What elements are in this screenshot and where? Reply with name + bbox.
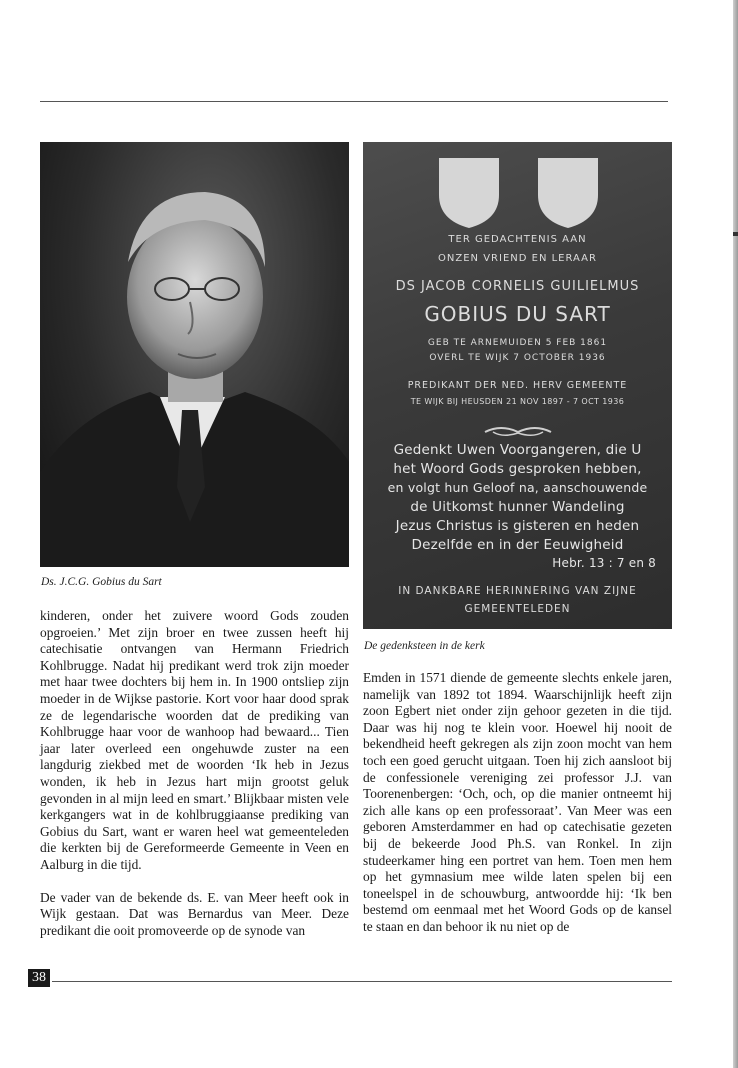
right-text-column [363,670,672,936]
laurel-ornament-icon [483,424,553,440]
plaque-line: het Woord Gods gesproken hebben, [393,461,642,477]
top-rule [40,101,668,102]
plaque-line: Dezelfde en in der Eeuwigheid [411,537,624,553]
plaque-caption: De gedenksteen in de kerk [364,640,485,652]
plaque-line: PREDIKANT DER NED. HERV GEMEENTE [407,380,628,391]
coat-of-arms-icon [363,150,672,230]
plaque-line: DS JACOB CORNELIS GUILIELMUS [395,279,640,294]
plaque-line: Gedenkt Uwen Voorgangeren, die U [393,442,642,458]
plaque-line: GEMEENTELEDEN [464,603,571,615]
plaque-line: TER GEDACHTENIS AAN [448,234,587,245]
plaque-line: GOBIUS DU SART [424,302,611,326]
plaque-line: de Uitkomst hunner Wandeling [410,499,625,515]
paragraph: De vader van de bekende ds. E. van Meer heeft ook in Wijk gestaan. Dat was Bernardus van Meer. Deze predikant die ooit promoveerde op de synode van [40,889,349,938]
paragraph: kinderen, onder het zuivere woord Gods zouden opgroeien.’ Met zijn broer en twee zussen heeft hij catechisatie ontvangen van Hermann Friedrich Kohlbrugge. Nadat hij predikant werd trok zijn moeder met haar twee dochters bij hem in. In 1900 ontsliep zijn moeder in de Wijkse pastorie. Kort voor haar dood sprak ze de legendarische woorden dat de prediking van Kohlbrugge haar voor de wanhoop had bewaard... Tien jaar later overleed een ongehuwde zuster na een langdurig ziekbed met de woorden ‘Ik heb in Jezus wonden, ik heb in Jezus hart mijn grootst geluk gevonden in al mijn leed en smart.’ Blijkbaar misten vele kerkgangers wat in de kohlbruggiaanse prediking van Gobius du Sart, want er waren heel wat gemeenteleden die kerkten bij de Gereformeerde Gemeente in Veen en Aalburg in die tijd. [40,608,349,872]
page-number: 38 [28,969,50,987]
portrait-figure [40,142,349,567]
plaque-line: OVERL TE WIJK 7 OCTOBER 1936 [429,353,606,363]
page-edge-strip [733,0,738,1068]
plaque-line: TE WIJK BIJ HEUSDEN 21 NOV 1897 - 7 OCT 1936 [410,397,625,406]
memorial-plaque [363,142,672,629]
left-text-column [40,608,349,939]
plaque-line: ONZEN VRIEND EN LERAAR [438,253,597,264]
paragraph: Emden in 1571 diende de gemeente slechts enkele jaren, namelijk van 1892 tot 1894. Waarschijnlijk heeft zijn zoon Egbert niet onder zijn gehoor gezeten in die tijd. Daar was hij nog te klein voor. Hoewel hij nooit de bekendheid heeft gekregen als zijn zoon mocht van hem toch een goed gerucht uitgaan. Toen hij zich aansloot bij de confessionele vereniging zei professor J.J. van Toorenenbergen: ‘Och, och, op die manier ontneemt hij zich alle kans op een professoraat’. Van Meer was een geboren Amsterdammer en had op catechisatie gezeten bij de bekeerde Jood Ph.S. van Ronkel. In zijn studeerkamer hing een portret van hem. Toen men hem op het gymnasium mee wilde laten spelen bij een toneelspel in de schouwburg, antwoordde hij: ‘Ik ben bestemd om eenmaal met het Woord Gods op de kansel te staan en dan behoor ik nu niet op de [363,670,672,934]
plaque-line: GEB TE ARNEMUIDEN 5 FEB 1861 [427,338,608,348]
plaque-line: Jezus Christus is gisteren en heden [395,518,640,534]
plaque-line: en volgt hun Geloof na, aanschouwende [387,480,648,495]
portrait-photo [40,142,349,567]
plaque-line: IN DANKBARE HERINNERING VAN ZIJNE [398,585,637,597]
photo-caption: Ds. J.C.G. Gobius du Sart [41,576,162,588]
plaque-line: Hebr. 13 : 7 en 8 [552,556,656,570]
bottom-rule [52,981,672,982]
